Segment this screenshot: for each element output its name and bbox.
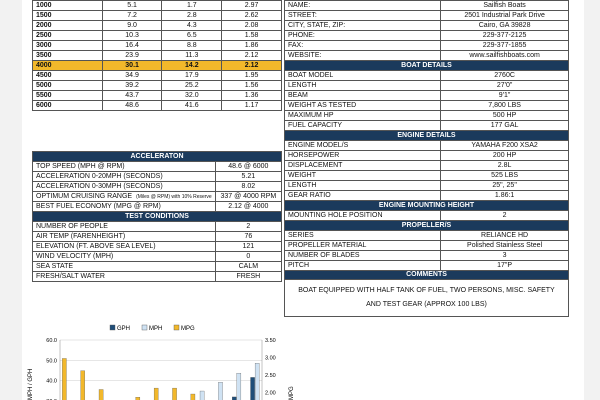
- mph-cell: 23.9: [102, 51, 162, 61]
- spec-value: 5.21: [215, 172, 281, 182]
- spec-label-text: HORSEPOWER: [288, 151, 340, 159]
- spec-label-text: WEIGHT: [288, 171, 316, 179]
- spec-label-text: NUMBER OF BLADES: [288, 251, 360, 259]
- rpm-cell: 4500: [33, 71, 103, 81]
- spec-row: [33, 202, 282, 212]
- propeller-header: PROPELLER/S: [285, 221, 569, 231]
- spec-label: [285, 81, 441, 91]
- bar-gph: [251, 377, 255, 400]
- spec-label-text: LENGTH: [288, 81, 317, 89]
- y-tick-label: 50.0: [46, 358, 57, 365]
- comments-text: BOAT EQUIPPED WITH HALF TANK OF FUEL, TWO PERSONS, MISC. SAFETY AND TEST GEAR (APPROX 100 LBS): [285, 280, 569, 317]
- chart-y-axis-label: MPH / GPH: [28, 368, 34, 400]
- spec-label: [33, 262, 216, 272]
- spec-value: 525 LBS: [441, 171, 569, 181]
- spec-label-text: ELEVATION (FT. ABOVE SEA LEVEL): [36, 242, 156, 250]
- legend-label: GPH: [117, 326, 131, 332]
- spec-label: [33, 192, 216, 202]
- spec-value: Polished Stainless Steel: [441, 241, 569, 251]
- legend-swatch: [142, 325, 147, 330]
- spec-row: [33, 192, 282, 202]
- boat-details-header: BOAT DETAILS: [285, 61, 569, 71]
- spec-row: [285, 161, 569, 171]
- spec-label: [33, 172, 216, 182]
- legend-swatch: [110, 325, 115, 330]
- spec-row: [33, 252, 282, 262]
- mpg-cell: 1.86: [222, 41, 282, 51]
- bar-mph: [218, 382, 222, 400]
- engine-mounting-header: ENGINE MOUNTING HEIGHT: [285, 201, 569, 211]
- spec-value: 200 HP: [441, 151, 569, 161]
- spec-label-text: PITCH: [288, 261, 309, 269]
- rpm-row: [33, 41, 282, 51]
- spec-label: [285, 41, 441, 51]
- spec-row: [285, 141, 569, 151]
- spec-label: [285, 141, 441, 151]
- mpg-cell: 2.12: [222, 51, 282, 61]
- spec-value: www.sailfishboats.com: [441, 51, 569, 61]
- spec-label-text: CITY, STATE, ZIP:: [288, 21, 346, 29]
- rpm-row: [33, 81, 282, 91]
- y-tick-label: 40.0: [46, 378, 57, 385]
- spec-value: YAMAHA F200 XSA2: [441, 141, 569, 151]
- spec-label: [285, 111, 441, 121]
- spec-value: 8.02: [215, 182, 281, 192]
- spec-label: [285, 191, 441, 201]
- rpm-cell: 4000: [33, 61, 103, 71]
- mph-cell: 16.4: [102, 41, 162, 51]
- mpg-cell: 2.97: [222, 1, 282, 11]
- mph-cell: 48.6: [102, 101, 162, 111]
- mph-cell: 7.2: [102, 11, 162, 21]
- spec-label: [285, 71, 441, 81]
- spec-value: RELIANCE HD: [441, 231, 569, 241]
- spec-value: 2.12 @ 4000: [215, 202, 281, 212]
- spec-row: [285, 41, 569, 51]
- spec-row: [285, 251, 569, 261]
- rpm-cell: 2500: [33, 31, 103, 41]
- spec-value: 25", 25": [441, 181, 569, 191]
- spec-label: [285, 241, 441, 251]
- spec-label-text: FAX:: [288, 41, 304, 49]
- spec-value: 229-377-2125: [441, 31, 569, 41]
- spec-value: 17"P: [441, 261, 569, 271]
- performance-chart: [22, 322, 297, 400]
- rpm-cell: 2000: [33, 21, 103, 31]
- spec-value: 1.86:1: [441, 191, 569, 201]
- spec-label: [285, 211, 441, 221]
- spec-label: [33, 202, 216, 212]
- spec-label-text: WIND VELOCITY (MPH): [36, 252, 114, 260]
- y2-tick-label: 2.00: [265, 390, 276, 397]
- gph-cell: 2.8: [162, 11, 222, 21]
- bar-mph: [237, 373, 241, 400]
- spec-label: [285, 181, 441, 191]
- mpg-cell: 1.17: [222, 101, 282, 111]
- spec-row: [33, 222, 282, 232]
- spec-row: [33, 272, 282, 282]
- spec-value: 9'1": [441, 91, 569, 101]
- spec-row: [285, 231, 569, 241]
- spec-row: [33, 232, 282, 242]
- spec-label-text: NAME:: [288, 1, 311, 9]
- spec-value: 337 @ 4000 RPM: [215, 192, 281, 202]
- bar-mpg: [191, 394, 195, 400]
- test-conditions-header: TEST CONDITIONS: [33, 212, 282, 222]
- mph-cell: 30.1: [102, 61, 162, 71]
- rpm-row: [33, 11, 282, 21]
- propeller-rows: [285, 231, 569, 271]
- spec-row: [285, 121, 569, 131]
- rpm-row: [33, 71, 282, 81]
- spec-label: [33, 182, 216, 192]
- engine-mounting-rows: [285, 211, 569, 221]
- bar-mph: [200, 391, 204, 400]
- spec-label-text: BEAM: [288, 91, 308, 99]
- spec-label-text: AIR TEMP (FARENHEIGHT): [36, 232, 126, 240]
- spec-label-text: ENGINE MODEL/S: [288, 141, 349, 149]
- gph-cell: 6.5: [162, 31, 222, 41]
- spec-value: 27'0": [441, 81, 569, 91]
- bar-mpg: [154, 388, 158, 400]
- spec-value: 177 GAL: [441, 121, 569, 131]
- mph-cell: 34.9: [102, 71, 162, 81]
- mph-cell: 5.1: [102, 1, 162, 11]
- spec-value: 3: [441, 251, 569, 261]
- spec-label-text: WEIGHT AS TESTED: [288, 101, 357, 109]
- spec-label: [285, 1, 441, 11]
- test-conditions-rows: [33, 222, 282, 282]
- spec-label-text: TOP SPEED (MPH @ RPM): [36, 162, 125, 170]
- mpg-cell: 1.56: [222, 81, 282, 91]
- acceleration-header: ACCELERATON: [33, 152, 282, 162]
- spec-label: [285, 161, 441, 171]
- spec-row: [285, 261, 569, 271]
- mph-cell: 10.3: [102, 31, 162, 41]
- rpm-cell: 1000: [33, 1, 103, 11]
- spec-label-text: NUMBER OF PEOPLE: [36, 222, 108, 230]
- legend-label: MPG: [181, 326, 195, 332]
- spec-label: [33, 162, 216, 172]
- spec-label: [33, 222, 216, 232]
- mpg-cell: 2.12: [222, 61, 282, 71]
- mph-cell: 9.0: [102, 21, 162, 31]
- spec-value: 500 HP: [441, 111, 569, 121]
- spec-value: 121: [215, 242, 281, 252]
- spec-label: [33, 272, 216, 282]
- mpg-cell: 1.95: [222, 71, 282, 81]
- spec-label-text: LENGTH: [288, 181, 317, 189]
- spec-value: 7,800 LBS: [441, 101, 569, 111]
- rpm-row: [33, 91, 282, 101]
- spec-label-text: ACCELERATION 0-20MPH (SECONDS): [36, 172, 163, 180]
- spec-row: [285, 31, 569, 41]
- spec-value: Cairo, GA 39828: [441, 21, 569, 31]
- mpg-cell: 1.36: [222, 91, 282, 101]
- spec-label: [285, 261, 441, 271]
- rpm-cell: 3000: [33, 41, 103, 51]
- spec-value: 2.8L: [441, 161, 569, 171]
- acceleration-and-test-table: [32, 151, 282, 282]
- mpg-cell: 2.08: [222, 21, 282, 31]
- chart-legend: [110, 325, 195, 332]
- spec-label: [285, 231, 441, 241]
- rpm-cell: 3500: [33, 51, 103, 61]
- spec-label: [285, 121, 441, 131]
- spec-label: [33, 242, 216, 252]
- spec-label-note: (Miles @ RPM) with 10% Reserve: [136, 193, 212, 200]
- gph-cell: 14.2: [162, 61, 222, 71]
- y-tick-label: 60.0: [46, 338, 57, 344]
- spec-row: [285, 241, 569, 251]
- gph-cell: 17.9: [162, 71, 222, 81]
- rpm-table-body: [33, 1, 282, 111]
- spec-label-text: BEST FUEL ECONOMY (MPG @ RPM): [36, 202, 161, 210]
- bar-mpg: [81, 371, 85, 400]
- spec-value: 229-377-1855: [441, 41, 569, 51]
- spec-label: [285, 11, 441, 21]
- mph-cell: 43.7: [102, 91, 162, 101]
- spec-row: [33, 172, 282, 182]
- spec-label-text: OPTIMUM CRUISING RANGE: [36, 192, 133, 200]
- spec-value: CALM: [215, 262, 281, 272]
- spec-label: [285, 171, 441, 181]
- spec-label-text: FRESH/SALT WATER: [36, 272, 105, 280]
- acceleration-rows: [33, 162, 282, 212]
- spec-row: [285, 1, 569, 11]
- spec-row: [285, 51, 569, 61]
- rpm-cell: 5000: [33, 81, 103, 91]
- legend-swatch: [174, 325, 179, 330]
- spec-row: [285, 11, 569, 21]
- spec-row: [285, 171, 569, 181]
- mpg-cell: 1.58: [222, 31, 282, 41]
- spec-label: [285, 101, 441, 111]
- gph-cell: 4.3: [162, 21, 222, 31]
- spec-label-text: ACCELERATION 0-30MPH (SECONDS): [36, 182, 163, 190]
- engine-details-header: ENGINE DETAILS: [285, 131, 569, 141]
- rpm-cell: 5500: [33, 91, 103, 101]
- spec-label: [285, 51, 441, 61]
- spec-label-text: SEA STATE: [36, 262, 74, 270]
- spec-row: [285, 91, 569, 101]
- chart-y2-axis-label: MPG: [289, 386, 295, 400]
- bar-mpg: [99, 389, 103, 400]
- spec-label-text: STREET:: [288, 11, 317, 19]
- rpm-row: [33, 31, 282, 41]
- spec-label-text: GEAR RATIO: [288, 191, 331, 199]
- spec-value: 76: [215, 232, 281, 242]
- y2-tick-label: 3.00: [265, 355, 276, 362]
- spec-label-text: MAXIMUM HP: [288, 111, 334, 119]
- spec-label-text: PROPELLER MATERIAL: [288, 241, 367, 249]
- spec-label-text: SERIES: [288, 231, 314, 239]
- engine-details-rows: [285, 141, 569, 201]
- boat-details-rows: [285, 71, 569, 131]
- rpm-cell: 6000: [33, 101, 103, 111]
- spec-row: [33, 242, 282, 252]
- spec-label-text: MOUNTING HOLE POSITION: [288, 211, 383, 219]
- y2-tick-label: 3.50: [265, 338, 276, 344]
- y2-tick-label: 2.50: [265, 372, 276, 379]
- gph-cell: 11.3: [162, 51, 222, 61]
- spec-label: [285, 91, 441, 101]
- spec-label-text: DISPLACEMENT: [288, 161, 343, 169]
- spec-row: [285, 191, 569, 201]
- spec-label-text: WEBSITE:: [288, 51, 322, 59]
- spec-row: [33, 162, 282, 172]
- spec-label: [33, 252, 216, 262]
- legend-label: MPH: [149, 326, 163, 332]
- spec-row: [33, 182, 282, 192]
- spec-label: [285, 151, 441, 161]
- spec-label-text: BOAT MODEL: [288, 71, 334, 79]
- rpm-performance-table: [32, 0, 282, 111]
- rpm-row: [33, 51, 282, 61]
- gph-cell: 41.6: [162, 101, 222, 111]
- gph-cell: 8.8: [162, 41, 222, 51]
- spec-row: [33, 262, 282, 272]
- spec-value: 2: [215, 222, 281, 232]
- spec-row: [285, 211, 569, 221]
- spec-label: [285, 21, 441, 31]
- spec-value: Sailfish Boats: [441, 1, 569, 11]
- spec-label: [285, 251, 441, 261]
- comments-header: COMMENTS: [285, 271, 569, 280]
- spec-value: FRESH: [215, 272, 281, 282]
- spec-row: [285, 111, 569, 121]
- mph-cell: 39.2: [102, 81, 162, 91]
- chart-gridlines: [60, 340, 262, 400]
- rpm-row: [33, 61, 282, 71]
- spec-row: [285, 101, 569, 111]
- spec-row: [285, 81, 569, 91]
- performance-report-sheet: [22, 0, 584, 400]
- spec-value: 0: [215, 252, 281, 262]
- spec-value: 2: [441, 211, 569, 221]
- bar-mpg: [62, 358, 66, 400]
- spec-row: [285, 151, 569, 161]
- spec-row: [285, 21, 569, 31]
- spec-value: 2501 Industrial Park Drive: [441, 11, 569, 21]
- spec-label: [33, 232, 216, 242]
- gph-cell: 32.0: [162, 91, 222, 101]
- rpm-row: [33, 21, 282, 31]
- spec-value: 48.6 @ 6000: [215, 162, 281, 172]
- spec-label-text: FUEL CAPACITY: [288, 121, 343, 129]
- gph-cell: 1.7: [162, 1, 222, 11]
- dealer-rows: [285, 1, 569, 61]
- gph-cell: 25.2: [162, 81, 222, 91]
- chart-bars: [62, 358, 259, 400]
- bar-mpg: [172, 388, 176, 400]
- rpm-cell: 1500: [33, 11, 103, 21]
- rpm-row: [33, 1, 282, 11]
- spec-label: [285, 31, 441, 41]
- spec-value: 2760C: [441, 71, 569, 81]
- mpg-cell: 2.62: [222, 11, 282, 21]
- spec-label-text: PHONE:: [288, 31, 315, 39]
- rpm-row: [33, 101, 282, 111]
- spec-row: [285, 181, 569, 191]
- boat-spec-table: [284, 0, 569, 317]
- spec-row: [285, 71, 569, 81]
- bar-mph: [255, 363, 259, 400]
